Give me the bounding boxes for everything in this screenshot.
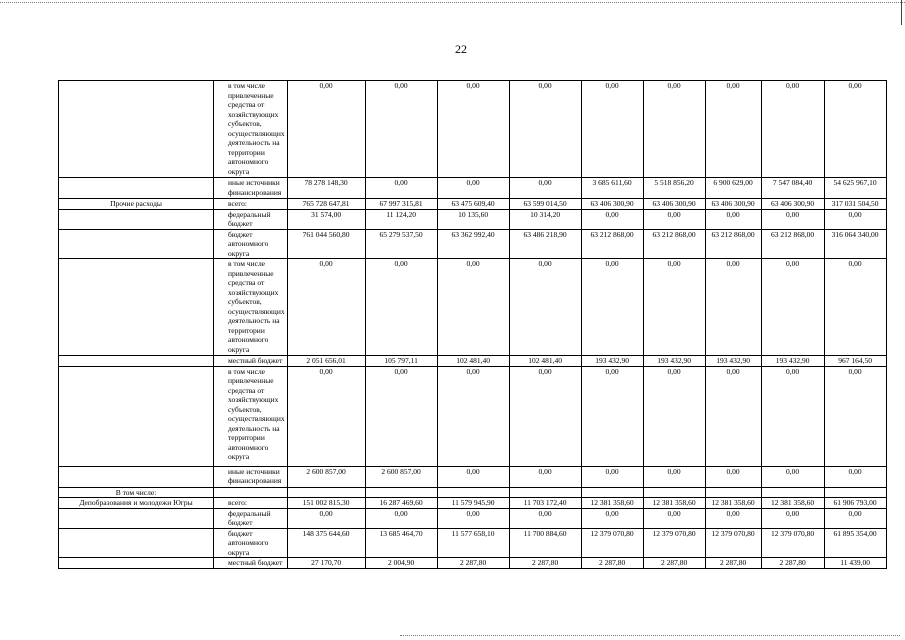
amount-cell bbox=[509, 487, 581, 498]
row-category bbox=[59, 81, 214, 178]
funding-source: бюджет автономного округа bbox=[214, 528, 288, 558]
amount-cell bbox=[705, 487, 761, 498]
row-category: Депобразования и молодежи Югры bbox=[59, 498, 214, 509]
table-row bbox=[59, 356, 887, 367]
amount-cell: 0,00 bbox=[509, 508, 581, 528]
scan-top-edge bbox=[0, 2, 905, 6]
amount-cell: 61 906 793,00 bbox=[824, 498, 886, 509]
amount-cell: 0,00 bbox=[643, 81, 705, 178]
amount-cell: 0,00 bbox=[437, 366, 509, 466]
funding-source: в том числе привлеченные средства от хозяйствующих субъектов, осуществляющих деятельность на территории автономного округа bbox=[214, 366, 288, 466]
row-category bbox=[59, 466, 214, 487]
amount-cell: 0,00 bbox=[824, 466, 886, 487]
funding-source: иные источники финансирования bbox=[214, 466, 288, 487]
amount-cell: 193 432,90 bbox=[581, 356, 643, 367]
row-category bbox=[59, 528, 214, 558]
amount-cell: 0,00 bbox=[824, 508, 886, 528]
amount-cell: 10 135,60 bbox=[437, 209, 509, 229]
amount-cell: 0,00 bbox=[365, 366, 437, 466]
amount-cell: 67 997 315,81 bbox=[365, 199, 437, 210]
table-row bbox=[59, 81, 887, 178]
amount-cell: 63 406 300,90 bbox=[581, 199, 643, 210]
amount-cell: 11 124,20 bbox=[365, 209, 437, 229]
amount-cell: 0,00 bbox=[365, 81, 437, 178]
amount-cell: 967 164,50 bbox=[824, 356, 886, 367]
amount-cell bbox=[643, 487, 705, 498]
amount-cell: 0,00 bbox=[761, 259, 824, 356]
amount-cell: 63 212 868,00 bbox=[643, 229, 705, 259]
row-category bbox=[59, 508, 214, 528]
amount-cell: 0,00 bbox=[509, 178, 581, 199]
amount-cell: 12 381 358,60 bbox=[761, 498, 824, 509]
amount-cell: 316 064 340,00 bbox=[824, 229, 886, 259]
amount-cell: 61 895 354,00 bbox=[824, 528, 886, 558]
amount-cell: 0,00 bbox=[437, 259, 509, 356]
amount-cell: 12 381 358,60 bbox=[643, 498, 705, 509]
amount-cell: 0,00 bbox=[643, 259, 705, 356]
row-category bbox=[59, 229, 214, 259]
funding-source: иные источники финансирования bbox=[214, 178, 288, 199]
amount-cell: 0,00 bbox=[643, 466, 705, 487]
amount-cell: 12 379 070,80 bbox=[581, 528, 643, 558]
amount-cell: 12 379 070,80 bbox=[761, 528, 824, 558]
amount-cell: 0,00 bbox=[705, 366, 761, 466]
amount-cell: 27 170,70 bbox=[287, 558, 365, 569]
funding-source: в том числе привлеченные средства от хозяйствующих субъектов, осуществляющих деятельность на территории автономного округа bbox=[214, 259, 288, 356]
amount-cell: 102 481,40 bbox=[437, 356, 509, 367]
amount-cell: 193 432,90 bbox=[705, 356, 761, 367]
amount-cell: 12 379 070,80 bbox=[643, 528, 705, 558]
amount-cell: 2 287,80 bbox=[643, 558, 705, 569]
amount-cell: 0,00 bbox=[761, 508, 824, 528]
amount-cell: 0,00 bbox=[761, 81, 824, 178]
row-category bbox=[59, 178, 214, 199]
amount-cell: 0,00 bbox=[705, 81, 761, 178]
amount-cell: 2 004,90 bbox=[365, 558, 437, 569]
table-row bbox=[59, 508, 887, 528]
amount-cell bbox=[581, 487, 643, 498]
amount-cell: 0,00 bbox=[581, 259, 643, 356]
amount-cell: 11 700 884,60 bbox=[509, 528, 581, 558]
amount-cell: 0,00 bbox=[287, 81, 365, 178]
amount-cell: 10 314,20 bbox=[509, 209, 581, 229]
table-row bbox=[59, 209, 887, 229]
amount-cell: 78 278 148,30 bbox=[287, 178, 365, 199]
funding-source: федеральный бюджет bbox=[214, 508, 288, 528]
amount-cell: 0,00 bbox=[643, 366, 705, 466]
amount-cell: 3 685 611,60 bbox=[581, 178, 643, 199]
amount-cell: 11 579 945,90 bbox=[437, 498, 509, 509]
row-category: Прочие расходы bbox=[59, 199, 214, 210]
amount-cell: 0,00 bbox=[705, 466, 761, 487]
table-row bbox=[59, 366, 887, 466]
amount-cell: 63 362 992,40 bbox=[437, 229, 509, 259]
amount-cell: 6 900 629,00 bbox=[705, 178, 761, 199]
row-category bbox=[59, 366, 214, 466]
amount-cell: 0,00 bbox=[365, 178, 437, 199]
funding-source: местный бюджет bbox=[214, 558, 288, 569]
amount-cell: 0,00 bbox=[824, 81, 886, 178]
amount-cell: 63 212 868,00 bbox=[581, 229, 643, 259]
scan-bottom-edge bbox=[400, 635, 900, 637]
amount-cell: 2 287,80 bbox=[581, 558, 643, 569]
table-row bbox=[59, 229, 887, 259]
amount-cell: 63 406 300,90 bbox=[761, 199, 824, 210]
amount-cell: 0,00 bbox=[509, 366, 581, 466]
amount-cell: 317 031 504,50 bbox=[824, 199, 886, 210]
budget-table bbox=[58, 80, 887, 569]
amount-cell: 13 685 464,70 bbox=[365, 528, 437, 558]
amount-cell: 193 432,90 bbox=[761, 356, 824, 367]
funding-source: бюджет автономного округа bbox=[214, 229, 288, 259]
row-category bbox=[59, 356, 214, 367]
amount-cell: 0,00 bbox=[643, 508, 705, 528]
table-row bbox=[59, 199, 887, 210]
table-row bbox=[59, 558, 887, 569]
amount-cell: 0,00 bbox=[824, 259, 886, 356]
funding-source: в том числе привлеченные средства от хозяйствующих субъектов, осуществляющих деятельность на территории автономного округа bbox=[214, 81, 288, 178]
amount-cell: 0,00 bbox=[437, 466, 509, 487]
amount-cell: 0,00 bbox=[509, 466, 581, 487]
funding-source: федеральный бюджет bbox=[214, 209, 288, 229]
table-row bbox=[59, 498, 887, 509]
amount-cell: 2 287,80 bbox=[509, 558, 581, 569]
amount-cell: 105 797,11 bbox=[365, 356, 437, 367]
funding-source: всего: bbox=[214, 199, 288, 210]
funding-source: местный бюджет bbox=[214, 356, 288, 367]
amount-cell: 761 044 560,80 bbox=[287, 229, 365, 259]
row-category: В том числе: bbox=[59, 487, 214, 498]
amount-cell: 0,00 bbox=[509, 259, 581, 356]
row-category bbox=[59, 259, 214, 356]
amount-cell: 0,00 bbox=[761, 209, 824, 229]
funding-source: всего: bbox=[214, 498, 288, 509]
amount-cell: 0,00 bbox=[581, 209, 643, 229]
amount-cell bbox=[761, 487, 824, 498]
amount-cell: 193 432,90 bbox=[643, 356, 705, 367]
amount-cell: 0,00 bbox=[761, 366, 824, 466]
amount-cell: 31 574,00 bbox=[287, 209, 365, 229]
amount-cell: 0,00 bbox=[509, 81, 581, 178]
amount-cell: 12 381 358,60 bbox=[705, 498, 761, 509]
page-number: 22 bbox=[455, 42, 467, 56]
amount-cell: 0,00 bbox=[705, 209, 761, 229]
amount-cell: 11 577 658,10 bbox=[437, 528, 509, 558]
amount-cell: 0,00 bbox=[581, 508, 643, 528]
amount-cell: 11 703 172,40 bbox=[509, 498, 581, 509]
table-row bbox=[59, 487, 887, 498]
amount-cell: 0,00 bbox=[437, 178, 509, 199]
amount-cell: 63 475 609,40 bbox=[437, 199, 509, 210]
amount-cell: 0,00 bbox=[824, 366, 886, 466]
amount-cell: 102 481,40 bbox=[509, 356, 581, 367]
amount-cell: 2 600 857,00 bbox=[287, 466, 365, 487]
amount-cell: 16 287 469,60 bbox=[365, 498, 437, 509]
amount-cell: 0,00 bbox=[705, 259, 761, 356]
amount-cell: 7 547 084,40 bbox=[761, 178, 824, 199]
table-row bbox=[59, 466, 887, 487]
amount-cell: 11 439,00 bbox=[824, 558, 886, 569]
amount-cell: 2 600 857,00 bbox=[365, 466, 437, 487]
amount-cell: 0,00 bbox=[581, 466, 643, 487]
amount-cell: 63 406 300,90 bbox=[705, 199, 761, 210]
amount-cell bbox=[287, 487, 365, 498]
amount-cell bbox=[437, 487, 509, 498]
amount-cell: 65 279 537,50 bbox=[365, 229, 437, 259]
amount-cell: 765 728 647,81 bbox=[287, 199, 365, 210]
amount-cell: 0,00 bbox=[643, 209, 705, 229]
amount-cell: 0,00 bbox=[705, 508, 761, 528]
amount-cell: 2 287,80 bbox=[761, 558, 824, 569]
amount-cell: 2 051 656,01 bbox=[287, 356, 365, 367]
amount-cell: 12 381 358,60 bbox=[581, 498, 643, 509]
amount-cell: 63 406 300,90 bbox=[643, 199, 705, 210]
funding-source bbox=[214, 487, 288, 498]
amount-cell: 63 212 868,00 bbox=[761, 229, 824, 259]
amount-cell: 0,00 bbox=[581, 81, 643, 178]
table-row bbox=[59, 178, 887, 199]
amount-cell: 0,00 bbox=[437, 81, 509, 178]
amount-cell: 63 599 014,50 bbox=[509, 199, 581, 210]
amount-cell: 0,00 bbox=[287, 508, 365, 528]
amount-cell bbox=[365, 487, 437, 498]
amount-cell: 5 518 856,20 bbox=[643, 178, 705, 199]
amount-cell: 2 287,80 bbox=[437, 558, 509, 569]
row-category bbox=[59, 558, 214, 569]
table-row bbox=[59, 259, 887, 356]
amount-cell: 0,00 bbox=[824, 209, 886, 229]
amount-cell: 0,00 bbox=[365, 508, 437, 528]
amount-cell: 0,00 bbox=[581, 366, 643, 466]
amount-cell: 54 625 967,10 bbox=[824, 178, 886, 199]
amount-cell: 63 212 868,00 bbox=[705, 229, 761, 259]
table-row bbox=[59, 528, 887, 558]
amount-cell: 0,00 bbox=[287, 259, 365, 356]
scan-right-edge bbox=[901, 0, 902, 25]
amount-cell: 0,00 bbox=[287, 366, 365, 466]
amount-cell: 0,00 bbox=[437, 508, 509, 528]
amount-cell: 63 486 218,90 bbox=[509, 229, 581, 259]
amount-cell: 0,00 bbox=[761, 466, 824, 487]
amount-cell: 148 375 644,60 bbox=[287, 528, 365, 558]
amount-cell: 2 287,80 bbox=[705, 558, 761, 569]
row-category bbox=[59, 209, 214, 229]
amount-cell: 0,00 bbox=[365, 259, 437, 356]
amount-cell: 12 379 070,80 bbox=[705, 528, 761, 558]
amount-cell bbox=[824, 487, 886, 498]
amount-cell: 151 002 815,30 bbox=[287, 498, 365, 509]
